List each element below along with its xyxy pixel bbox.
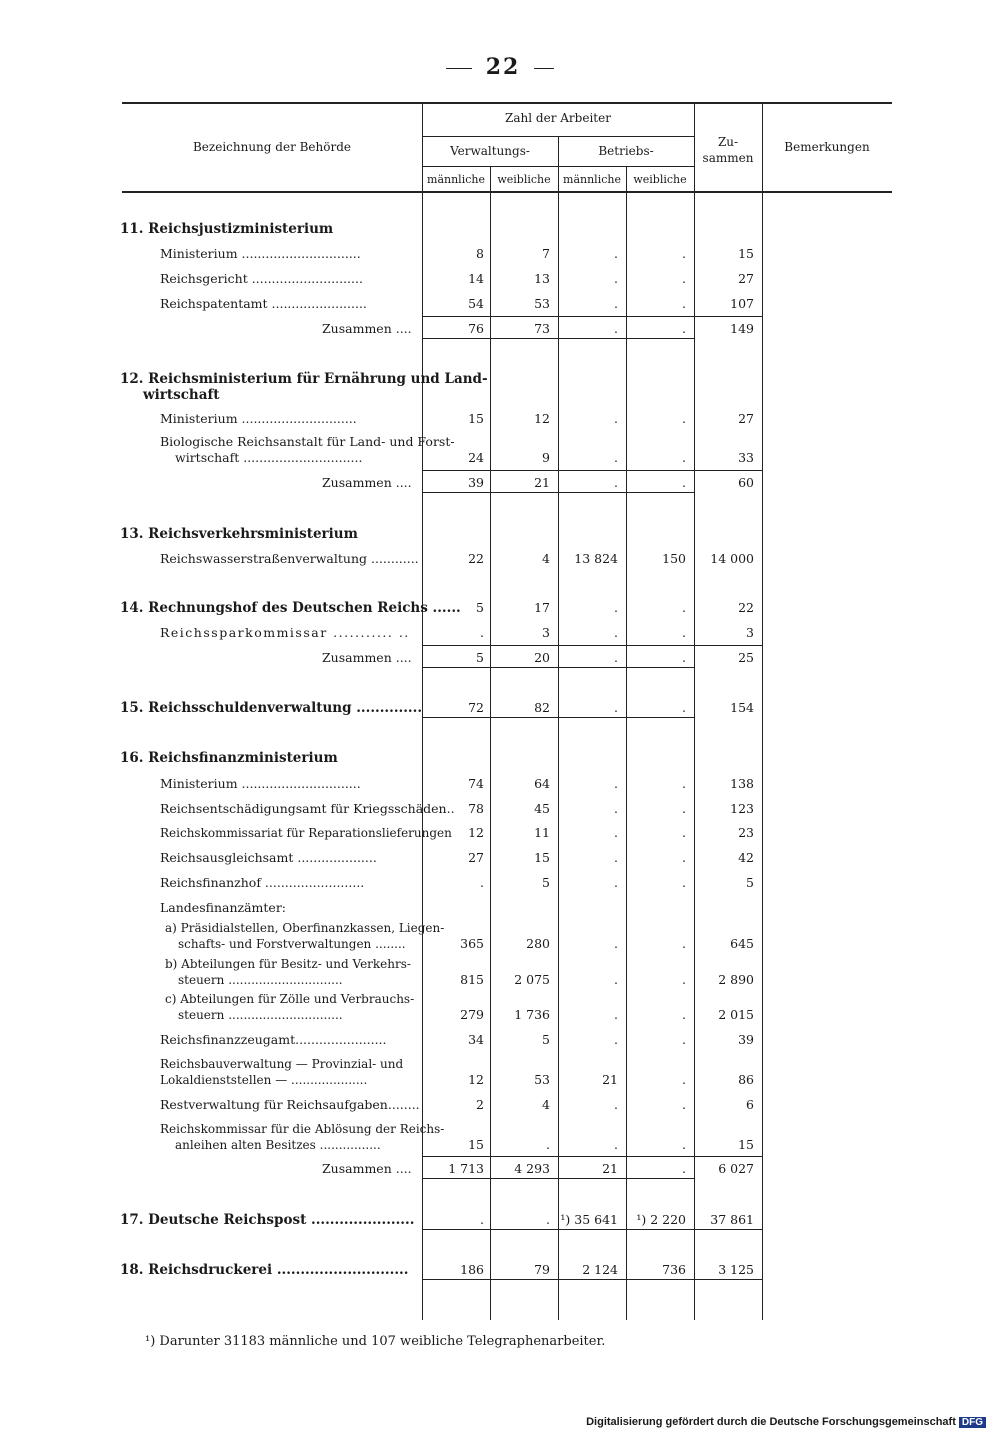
- cell-r16_1-bm: .: [614, 776, 618, 791]
- cell-r16_4-bw: .: [682, 850, 686, 865]
- cell-r16_10-vw: 5: [542, 1032, 550, 1047]
- row-label-16-6: Landesfinanzämter:: [160, 900, 287, 915]
- cell-r12_2-bm: .: [614, 450, 618, 465]
- cell-r11_2-z: 27: [738, 271, 754, 286]
- sum-label-16: Zusammen ....: [322, 1161, 412, 1176]
- cell-r16_13-z: 15: [738, 1137, 754, 1152]
- cell-r16_1-z: 138: [730, 776, 754, 791]
- cell-r12_2-vm: 24: [468, 450, 484, 465]
- cell-r11_3-vw: 53: [534, 296, 550, 311]
- cell-r11_2-bm: .: [614, 271, 618, 286]
- cell-r14_1-bw: .: [682, 625, 686, 640]
- cell-s12z-vw: 21: [534, 475, 550, 490]
- row-label-16-13a: Reichskommissar für die Ablösung der Reichs-: [160, 1122, 445, 1136]
- cell-r16_7-vm: 365: [460, 936, 484, 951]
- cell-r16_11-bm: 21: [602, 1072, 618, 1087]
- digitization-text: Digitalisierung gefördert durch die Deutsche Forschungsgemeinschaft: [586, 1416, 956, 1428]
- cell-r16_5-bm: .: [614, 875, 618, 890]
- cell-r15_0-vw: 82: [534, 700, 550, 715]
- cell-r14_1-bm: .: [614, 625, 618, 640]
- rule-15-bottom: [422, 717, 694, 718]
- cell-r16_3-vm: 12: [468, 825, 484, 840]
- section-15-title: 15. Reichsschuldenverwaltung ..............: [120, 700, 423, 716]
- cell-r16_7-bw: .: [682, 936, 686, 951]
- row-label-11-2: Reichsgericht ............................: [160, 271, 363, 286]
- cell-s11z-bw: .: [682, 321, 686, 336]
- cell-r11_1-vw: 7: [542, 246, 550, 261]
- header-zusammen-2: sammen: [702, 151, 754, 165]
- cell-r17_0-vw: .: [546, 1212, 550, 1227]
- cell-r16_11-vw: 53: [534, 1072, 550, 1087]
- cell-r16_2-vm: 78: [468, 801, 484, 816]
- cell-r18_0-vw: 79: [534, 1262, 550, 1277]
- cell-s14z-vw: 20: [534, 650, 550, 665]
- cell-r16_12-vw: 4: [542, 1097, 550, 1112]
- cell-r11_1-z: 15: [738, 246, 754, 261]
- cell-r16_10-z: 39: [738, 1032, 754, 1047]
- cell-r16_4-z: 42: [738, 850, 754, 865]
- cell-r16_9-bm: .: [614, 1007, 618, 1022]
- cell-r13_1-bw: 150: [662, 551, 686, 566]
- cell-r16_8-vm: 815: [460, 972, 484, 987]
- cell-s12z-bm: .: [614, 475, 618, 490]
- cell-r12_2-bw: .: [682, 450, 686, 465]
- header-betrieb: Betriebs-: [598, 144, 654, 158]
- cell-r16_2-bm: .: [614, 801, 618, 816]
- sum-rule-16-bottom: [422, 1178, 694, 1179]
- sum-rule-14-bottom: [422, 667, 694, 668]
- cell-r16_7-vw: 280: [526, 936, 550, 951]
- cell-r11_1-bw: .: [682, 246, 686, 261]
- cell-r16_12-bw: .: [682, 1097, 686, 1112]
- row-label-16-5: Reichsfinanzhof .........................: [160, 875, 365, 890]
- cell-r14_1-z: 3: [746, 625, 754, 640]
- cell-s12z-vm: 39: [468, 475, 484, 490]
- cell-r14_0-vw: 17: [534, 600, 550, 615]
- sum-label-14: Zusammen ....: [322, 650, 412, 665]
- cell-r13_1-vw: 4: [542, 551, 550, 566]
- cell-r15_0-z: 154: [730, 700, 754, 715]
- cell-r16_9-vm: 279: [460, 1007, 484, 1022]
- cell-r11_1-bm: .: [614, 246, 618, 261]
- cell-r12_2-z: 33: [738, 450, 754, 465]
- cell-s11z-vm: 76: [468, 321, 484, 336]
- cell-r16_4-vw: 15: [534, 850, 550, 865]
- header-betr-weiblich: weibliche: [633, 173, 687, 186]
- cell-r16_5-vm: .: [480, 875, 484, 890]
- section-18-title: 18. Reichsdruckerei ............................: [120, 1262, 409, 1278]
- sum-rule-12-top: [422, 470, 762, 471]
- col-rule-6: [762, 102, 763, 1320]
- cell-s12z-z: 60: [738, 475, 754, 490]
- cell-r11_2-vw: 13: [534, 271, 550, 286]
- cell-r16_12-bm: .: [614, 1097, 618, 1112]
- cell-r14_0-bm: .: [614, 600, 618, 615]
- section-14-title: 14. Rechnungshof des Deutschen Reichs ......: [120, 600, 461, 616]
- cell-r16_8-bm: .: [614, 972, 618, 987]
- cell-s16z-vm: 1 713: [448, 1161, 484, 1176]
- cell-r16_13-vm: 15: [468, 1137, 484, 1152]
- header-betr-maennlich: männliche: [563, 173, 621, 186]
- sum-rule-11-top: [422, 316, 762, 317]
- row-label-16-2: Reichsentschädigungsamt für Kriegsschäden..: [160, 801, 455, 816]
- header-bemerkungen: Bemerkungen: [784, 140, 870, 154]
- cell-r18_0-bm: 2 124: [582, 1262, 618, 1277]
- cell-r16_3-z: 23: [738, 825, 754, 840]
- sum-rule-16-top: [422, 1156, 762, 1157]
- cell-r15_0-bw: .: [682, 700, 686, 715]
- cell-r12_1-vm: 15: [468, 411, 484, 426]
- cell-r13_1-bm: 13 824: [574, 551, 618, 566]
- row-label-11-1: Ministerium ..............................: [160, 246, 361, 261]
- cell-r18_0-bw: 736: [662, 1262, 686, 1277]
- row-label-16-13b: anleihen alten Besitzes ................: [175, 1138, 381, 1152]
- cell-r14_0-vm: 5: [476, 600, 484, 615]
- cell-r16_8-vw: 2 075: [514, 972, 550, 987]
- sum-rule-12-bottom: [422, 492, 694, 493]
- page-number-value: 22: [485, 54, 521, 80]
- cell-r16_11-bw: .: [682, 1072, 686, 1087]
- cell-s14z-vm: 5: [476, 650, 484, 665]
- cell-r16_10-vm: 34: [468, 1032, 484, 1047]
- cell-r11_3-vm: 54: [468, 296, 484, 311]
- cell-r17_0-bw: ¹) 2 220: [636, 1212, 686, 1227]
- cell-s16z-z: 6 027: [718, 1161, 754, 1176]
- cell-r16_1-vw: 64: [534, 776, 550, 791]
- row-label-16-9b: steuern ..............................: [178, 1008, 343, 1022]
- cell-r14_1-vm: .: [480, 625, 484, 640]
- dfg-logo: DFG: [959, 1417, 986, 1428]
- cell-r14_1-vw: 3: [542, 625, 550, 640]
- cell-r16_3-bm: .: [614, 825, 618, 840]
- cell-r17_0-bm: ¹) 35 641: [560, 1212, 618, 1227]
- cell-r16_12-z: 6: [746, 1097, 754, 1112]
- row-label-14-1: Reichssparkommissar ........... ..: [160, 625, 410, 640]
- row-label-16-9a: c) Abteilungen für Zölle und Verbrauchs-: [165, 992, 415, 1006]
- cell-r16_13-bw: .: [682, 1137, 686, 1152]
- row-label-16-1: Ministerium ..............................: [160, 776, 361, 791]
- section-13-title: 13. Reichsverkehrsministerium: [120, 526, 358, 542]
- header-zahl: Zahl der Arbeiter: [505, 111, 611, 125]
- cell-r16_5-bw: .: [682, 875, 686, 890]
- cell-r16_10-bw: .: [682, 1032, 686, 1047]
- table-top-rule: [122, 102, 892, 104]
- cell-s11z-vw: 73: [534, 321, 550, 336]
- row-label-16-4: Reichsausgleichsamt ....................: [160, 850, 377, 865]
- cell-r11_2-bw: .: [682, 271, 686, 286]
- cell-s16z-vw: 4 293: [514, 1161, 550, 1176]
- section-12-title-a: 12. Reichsministerium für Ernährung und Land-: [120, 371, 488, 387]
- cell-r12_1-z: 27: [738, 411, 754, 426]
- header-zusammen-1: Zu-: [717, 135, 739, 149]
- cell-r16_2-bw: .: [682, 801, 686, 816]
- sum-rule-14-top: [422, 645, 762, 646]
- cell-r18_0-vm: 186: [460, 1262, 484, 1277]
- row-label-12-2b: wirtschaft ..............................: [175, 450, 363, 465]
- cell-s12z-bw: .: [682, 475, 686, 490]
- cell-r16_7-bm: .: [614, 936, 618, 951]
- footnote: ¹) Darunter 31183 männliche und 107 weibliche Telegraphenarbeiter.: [145, 1334, 606, 1349]
- cell-r11_3-bm: .: [614, 296, 618, 311]
- cell-r11_2-vm: 14: [468, 271, 484, 286]
- cell-r14_0-bw: .: [682, 600, 686, 615]
- cell-r16_9-vw: 1 736: [514, 1007, 550, 1022]
- row-label-16-8b: steuern ..............................: [178, 973, 343, 987]
- cell-r15_0-bm: .: [614, 700, 618, 715]
- cell-s16z-bw: .: [682, 1161, 686, 1176]
- cell-r12_1-vw: 12: [534, 411, 550, 426]
- rule-17-bottom: [422, 1229, 762, 1230]
- cell-r16_13-bm: .: [614, 1137, 618, 1152]
- cell-r16_1-bw: .: [682, 776, 686, 791]
- header-behoerde: Bezeichnung der Behörde: [192, 140, 352, 154]
- cell-r11_1-vm: 8: [476, 246, 484, 261]
- sum-label-11: Zusammen ....: [322, 321, 412, 336]
- cell-r16_13-vw: .: [546, 1137, 550, 1152]
- row-label-16-12: Restverwaltung für Reichsaufgaben........: [160, 1097, 420, 1112]
- cell-r16_9-bw: .: [682, 1007, 686, 1022]
- cell-r16_5-vw: 5: [542, 875, 550, 890]
- header-verw-weiblich: weibliche: [497, 173, 551, 186]
- cell-r12_2-vw: 9: [542, 450, 550, 465]
- cell-r16_11-vm: 12: [468, 1072, 484, 1087]
- cell-r12_1-bm: .: [614, 411, 618, 426]
- row-label-16-3: Reichskommissariat für Reparationslieferungen: [160, 826, 452, 840]
- cell-r16_4-vm: 27: [468, 850, 484, 865]
- cell-r18_0-z: 3 125: [718, 1262, 754, 1277]
- header-verw-maennlich: männliche: [427, 173, 485, 186]
- row-label-12-1: Ministerium .............................: [160, 411, 357, 426]
- cell-s14z-bw: .: [682, 650, 686, 665]
- cell-r16_1-vm: 74: [468, 776, 484, 791]
- row-label-13-1: Reichswasserstraßenverwaltung ............: [160, 551, 419, 566]
- cell-r16_3-bw: .: [682, 825, 686, 840]
- cell-r16_12-vm: 2: [476, 1097, 484, 1112]
- cell-r16_7-z: 645: [730, 936, 754, 951]
- cell-r11_3-bw: .: [682, 296, 686, 311]
- cell-r17_0-z: 37 861: [710, 1212, 754, 1227]
- rule-18-bottom: [422, 1279, 762, 1280]
- row-label-16-11a: Reichsbauverwaltung — Provinzial- und: [160, 1057, 404, 1071]
- row-label-11-3: Reichspatentamt ........................: [160, 296, 367, 311]
- cell-s11z-bm: .: [614, 321, 618, 336]
- row-label-12-2a: Biologische Reichsanstalt für Land- und Forst-: [160, 434, 455, 449]
- cell-s14z-z: 25: [738, 650, 754, 665]
- cell-r16_2-vw: 45: [534, 801, 550, 816]
- cell-r16_8-bw: .: [682, 972, 686, 987]
- cell-r16_9-z: 2 015: [718, 1007, 754, 1022]
- section-12-title-b: wirtschaft: [143, 387, 220, 403]
- cell-r11_3-z: 107: [730, 296, 754, 311]
- cell-r16_5-z: 5: [746, 875, 754, 890]
- cell-r16_3-vw: 11: [534, 825, 550, 840]
- cell-r17_0-vm: .: [480, 1212, 484, 1227]
- row-label-16-8a: b) Abteilungen für Besitz- und Verkehrs-: [165, 957, 411, 971]
- row-label-16-7b: schafts- und Forstverwaltungen ........: [178, 937, 406, 951]
- cell-s16z-bm: 21: [602, 1161, 618, 1176]
- section-11-title: 11. Reichsjustizministerium: [120, 221, 334, 237]
- header-verwaltung: Verwaltungs-: [450, 144, 530, 158]
- row-label-16-7a: a) Präsidialstellen, Oberfinanzkassen, Liegen-: [165, 921, 445, 935]
- cell-r13_1-vm: 22: [468, 551, 484, 566]
- header-bottom-rule: [122, 191, 892, 193]
- cell-r12_1-bw: .: [682, 411, 686, 426]
- cell-r15_0-vm: 72: [468, 700, 484, 715]
- cell-r16_11-z: 86: [738, 1072, 754, 1087]
- cell-s11z-z: 149: [730, 321, 754, 336]
- row-label-16-11b: Lokaldienststellen — ....................: [160, 1073, 368, 1087]
- cell-r16_4-bm: .: [614, 850, 618, 865]
- cell-r16_2-z: 123: [730, 801, 754, 816]
- cell-r13_1-z: 14 000: [710, 551, 754, 566]
- cell-r14_0-z: 22: [738, 600, 754, 615]
- section-17-title: 17. Deutsche Reichspost ......................: [120, 1212, 415, 1228]
- cell-s14z-bm: .: [614, 650, 618, 665]
- cell-r16_8-z: 2 890: [718, 972, 754, 987]
- cell-r16_10-bm: .: [614, 1032, 618, 1047]
- row-label-16-10: Reichsfinanzzeugamt.......................: [160, 1032, 387, 1047]
- section-16-title: 16. Reichsfinanzministerium: [120, 750, 338, 766]
- digitization-note: [586, 1416, 986, 1428]
- sum-label-12: Zusammen ....: [322, 475, 412, 490]
- sum-rule-11-bottom: [422, 338, 694, 339]
